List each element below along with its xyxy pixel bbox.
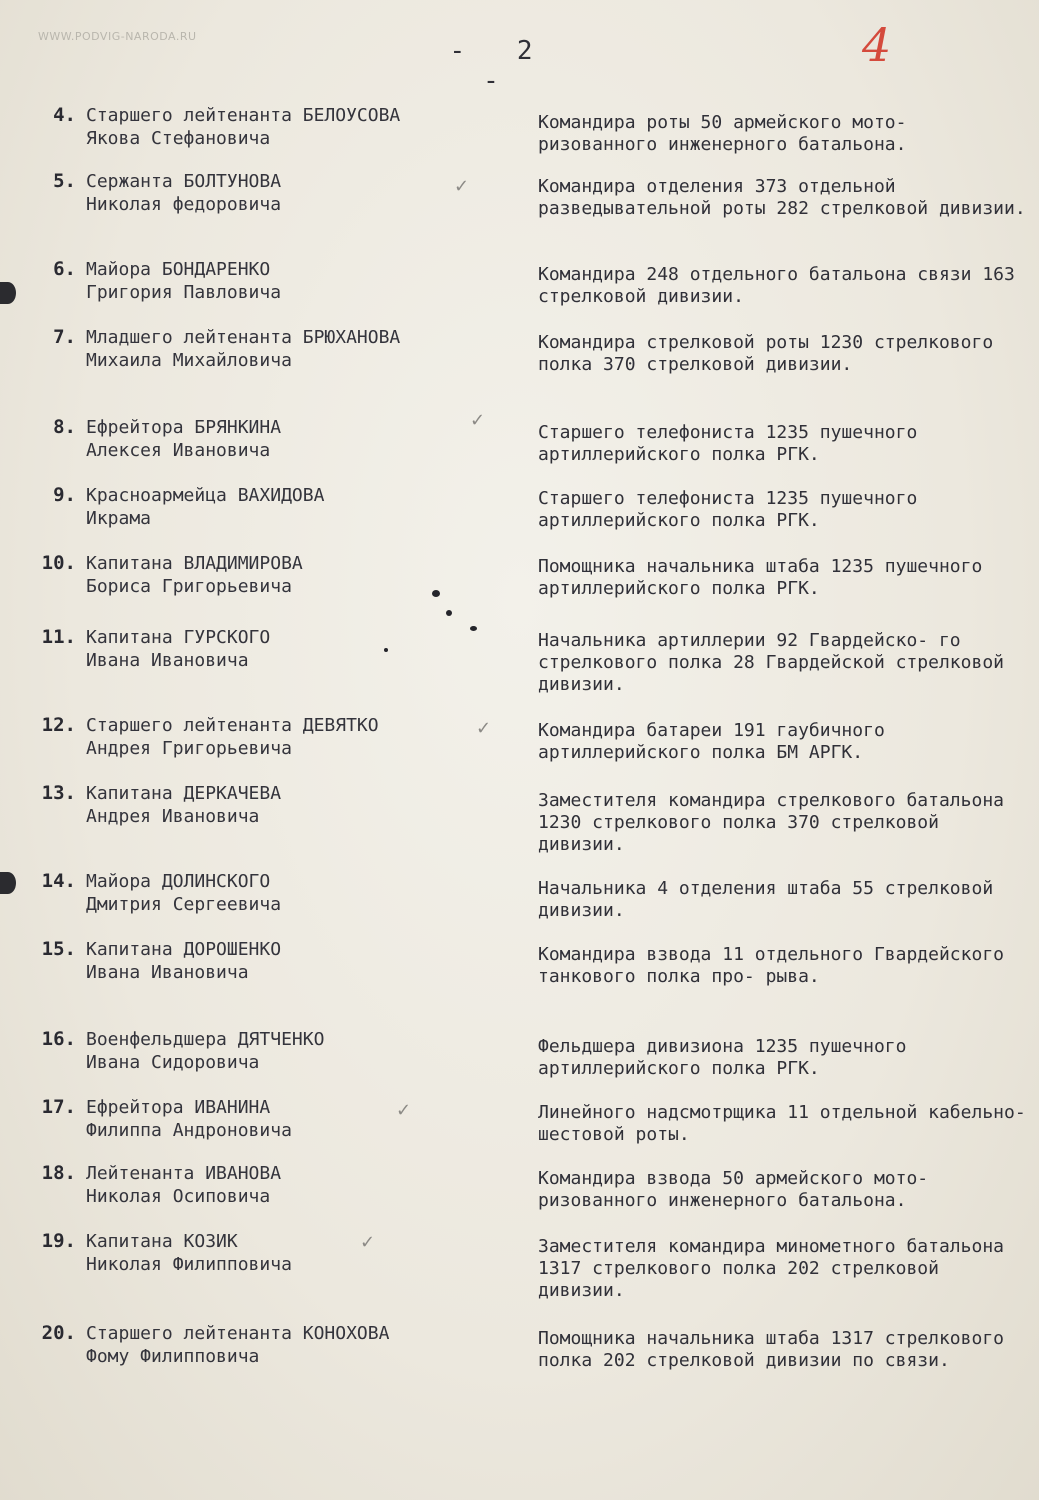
name-line1: Красноармейца ВАХИДОВА <box>86 485 325 506</box>
entry-number: 16. <box>41 1028 76 1050</box>
entry-position: Командира батареи 191 гаубичного артиллерийского полка БМ АРГК. <box>538 720 885 763</box>
entry-name <box>86 714 486 760</box>
entry-number: 12. <box>41 714 76 736</box>
entry-number: 8. <box>53 416 76 438</box>
entry-number: 20. <box>41 1322 76 1344</box>
name-line1: Военфельдшера ДЯТЧЕНКО <box>86 1029 325 1050</box>
entry-name <box>86 870 486 916</box>
check-mark-icon: ✓ <box>454 176 470 197</box>
entry-position: Старшего телефониста 1235 пушечного артиллерийского полка РГК. <box>538 422 918 465</box>
name-line2: Николая Осиповича <box>86 1186 271 1207</box>
entry-name <box>86 416 486 462</box>
entry-name <box>86 258 486 304</box>
name-line2: Якова Стефановича <box>86 128 271 149</box>
entry-position: Командира взвода 50 армейского мото- ризованного инженерного батальона. <box>538 1168 929 1211</box>
name-line1: Майора БОНДАРЕНКО <box>86 259 271 280</box>
name-line1: Старшего лейтенанта КОНОХОВА <box>86 1323 390 1344</box>
entry-name <box>86 1028 486 1074</box>
entry-number: 11. <box>41 626 76 648</box>
name-line2: Фому Филипповича <box>86 1346 260 1367</box>
check-mark-icon: ✓ <box>476 718 492 739</box>
entry-position: Помощника начальника штаба 1317 стрелкового полка 202 стрелковой дивизии по связи. <box>538 1328 1004 1371</box>
name-line2: Николая федоровича <box>86 194 282 215</box>
entry-number: 7. <box>53 326 76 348</box>
entry-name <box>86 938 486 984</box>
entry-name <box>86 782 486 828</box>
entry-number: 4. <box>53 104 76 126</box>
entry-name <box>86 170 486 216</box>
ink-blot <box>446 610 452 616</box>
entry-position: Командира роты 50 армейского мото- ризованного инженерного батальона. <box>538 112 907 155</box>
name-line2: Ивана Ивановича <box>86 650 249 671</box>
name-line2: Григория Павловича <box>86 282 282 303</box>
entry-name <box>86 552 486 598</box>
entry-position: Начальника 4 отделения штаба 55 стрелковой дивизии. <box>538 878 994 921</box>
name-line1: Младшего лейтенанта БРЮХАНОВА <box>86 327 401 348</box>
entry-name <box>86 484 486 530</box>
entry-number: 18. <box>41 1162 76 1184</box>
entry-position: Помощника начальника штаба 1235 пушечного артиллерийского полка РГК. <box>538 556 983 599</box>
entry-number: 10. <box>41 552 76 574</box>
corner-handwritten-mark: 4 <box>862 18 892 72</box>
ink-blot <box>470 626 477 631</box>
name-line1: Старшего лейтенанта БЕЛОУСОВА <box>86 105 401 126</box>
entry-position: Начальника артиллерии 92 Гвардейско- го стрелкового полка 28 Гвардейской стрелковой дивизии. <box>538 630 1004 695</box>
entry-position: Заместителя командира стрелкового батальона 1230 стрелкового полка 370 стрелковой дивизии. <box>538 790 1004 855</box>
entry-name <box>86 1230 486 1276</box>
ink-blot <box>432 590 440 597</box>
name-line1: Майора ДОЛИНСКОГО <box>86 871 271 892</box>
entry-name <box>86 1162 486 1208</box>
check-mark-icon: ✓ <box>470 410 486 431</box>
watermark: WWW.PODVIG-NARODA.RU <box>38 30 197 43</box>
entry-position: Командира взвода 11 отдельного Гвардейского танкового полка про- рыва. <box>538 944 1004 987</box>
entry-position: Старшего телефониста 1235 пушечного артиллерийского полка РГК. <box>538 488 918 531</box>
entry-position: Заместителя командира минометного батальона 1317 стрелкового полка 202 стрелковой дивизии. <box>538 1236 1004 1301</box>
page-number: - 2 - <box>449 36 551 96</box>
name-line2: Филиппа Андроновича <box>86 1120 292 1141</box>
check-mark-icon: ✓ <box>360 1232 376 1253</box>
name-line1: Сержанта БОЛТУНОВА <box>86 171 282 192</box>
name-line2: Икрама <box>86 508 152 529</box>
name-line1: Капитана КОЗИК <box>86 1231 238 1252</box>
name-line2: Михаила Михайловича <box>86 350 292 371</box>
name-line1: Старшего лейтенанта ДЕВЯТКО <box>86 715 379 736</box>
entry-number: 6. <box>53 258 76 280</box>
name-line1: Капитана ДЕРКАЧЕВА <box>86 783 282 804</box>
name-line2: Андрея Григорьевича <box>86 738 292 759</box>
ink-blot <box>384 648 388 652</box>
entry-number: 15. <box>41 938 76 960</box>
name-line1: Капитана ГУРСКОГО <box>86 627 271 648</box>
name-line1: Лейтенанта ИВАНОВА <box>86 1163 282 1184</box>
name-line1: Капитана ВЛАДИМИРОВА <box>86 553 303 574</box>
entry-number: 17. <box>41 1096 76 1118</box>
entry-position: Командира отделения 373 отдельной разведывательной роты 282 стрелковой дивизии. <box>538 176 1026 219</box>
entry-name <box>86 104 486 150</box>
entry-number: 19. <box>41 1230 76 1252</box>
name-line1: Ефрейтора ИВАНИНА <box>86 1097 271 1118</box>
entry-position: Фельдшера дивизиона 1235 пушечного артиллерийского полка РГК. <box>538 1036 907 1079</box>
entry-name <box>86 1322 486 1368</box>
entry-position: Командира стрелковой роты 1230 стрелкового полка 370 стрелковой дивизии. <box>538 332 994 375</box>
entry-name <box>86 626 486 672</box>
name-line2: Бориса Григорьевича <box>86 576 292 597</box>
entry-number: 5. <box>53 170 76 192</box>
name-line2: Ивана Ивановича <box>86 962 249 983</box>
name-line1: Ефрейтора БРЯНКИНА <box>86 417 282 438</box>
name-line2: Николая Филипповича <box>86 1254 292 1275</box>
entry-name <box>86 1096 486 1142</box>
entry-number: 13. <box>41 782 76 804</box>
entry-number: 9. <box>53 484 76 506</box>
entry-position: Линейного надсмотрщика 11 отдельной кабельно-шестовой роты. <box>538 1102 1026 1145</box>
entry-position: Командира 248 отдельного батальона связи 163 стрелковой дивизии. <box>538 264 1015 307</box>
entry-number: 14. <box>41 870 76 892</box>
check-mark-icon: ✓ <box>396 1100 412 1121</box>
name-line2: Алексея Ивановича <box>86 440 271 461</box>
name-line2: Андрея Ивановича <box>86 806 260 827</box>
name-line1: Капитана ДОРОШЕНКО <box>86 939 282 960</box>
name-line2: Ивана Сидоровича <box>86 1052 260 1073</box>
entry-name <box>86 326 486 372</box>
name-line2: Дмитрия Сергеевича <box>86 894 282 915</box>
